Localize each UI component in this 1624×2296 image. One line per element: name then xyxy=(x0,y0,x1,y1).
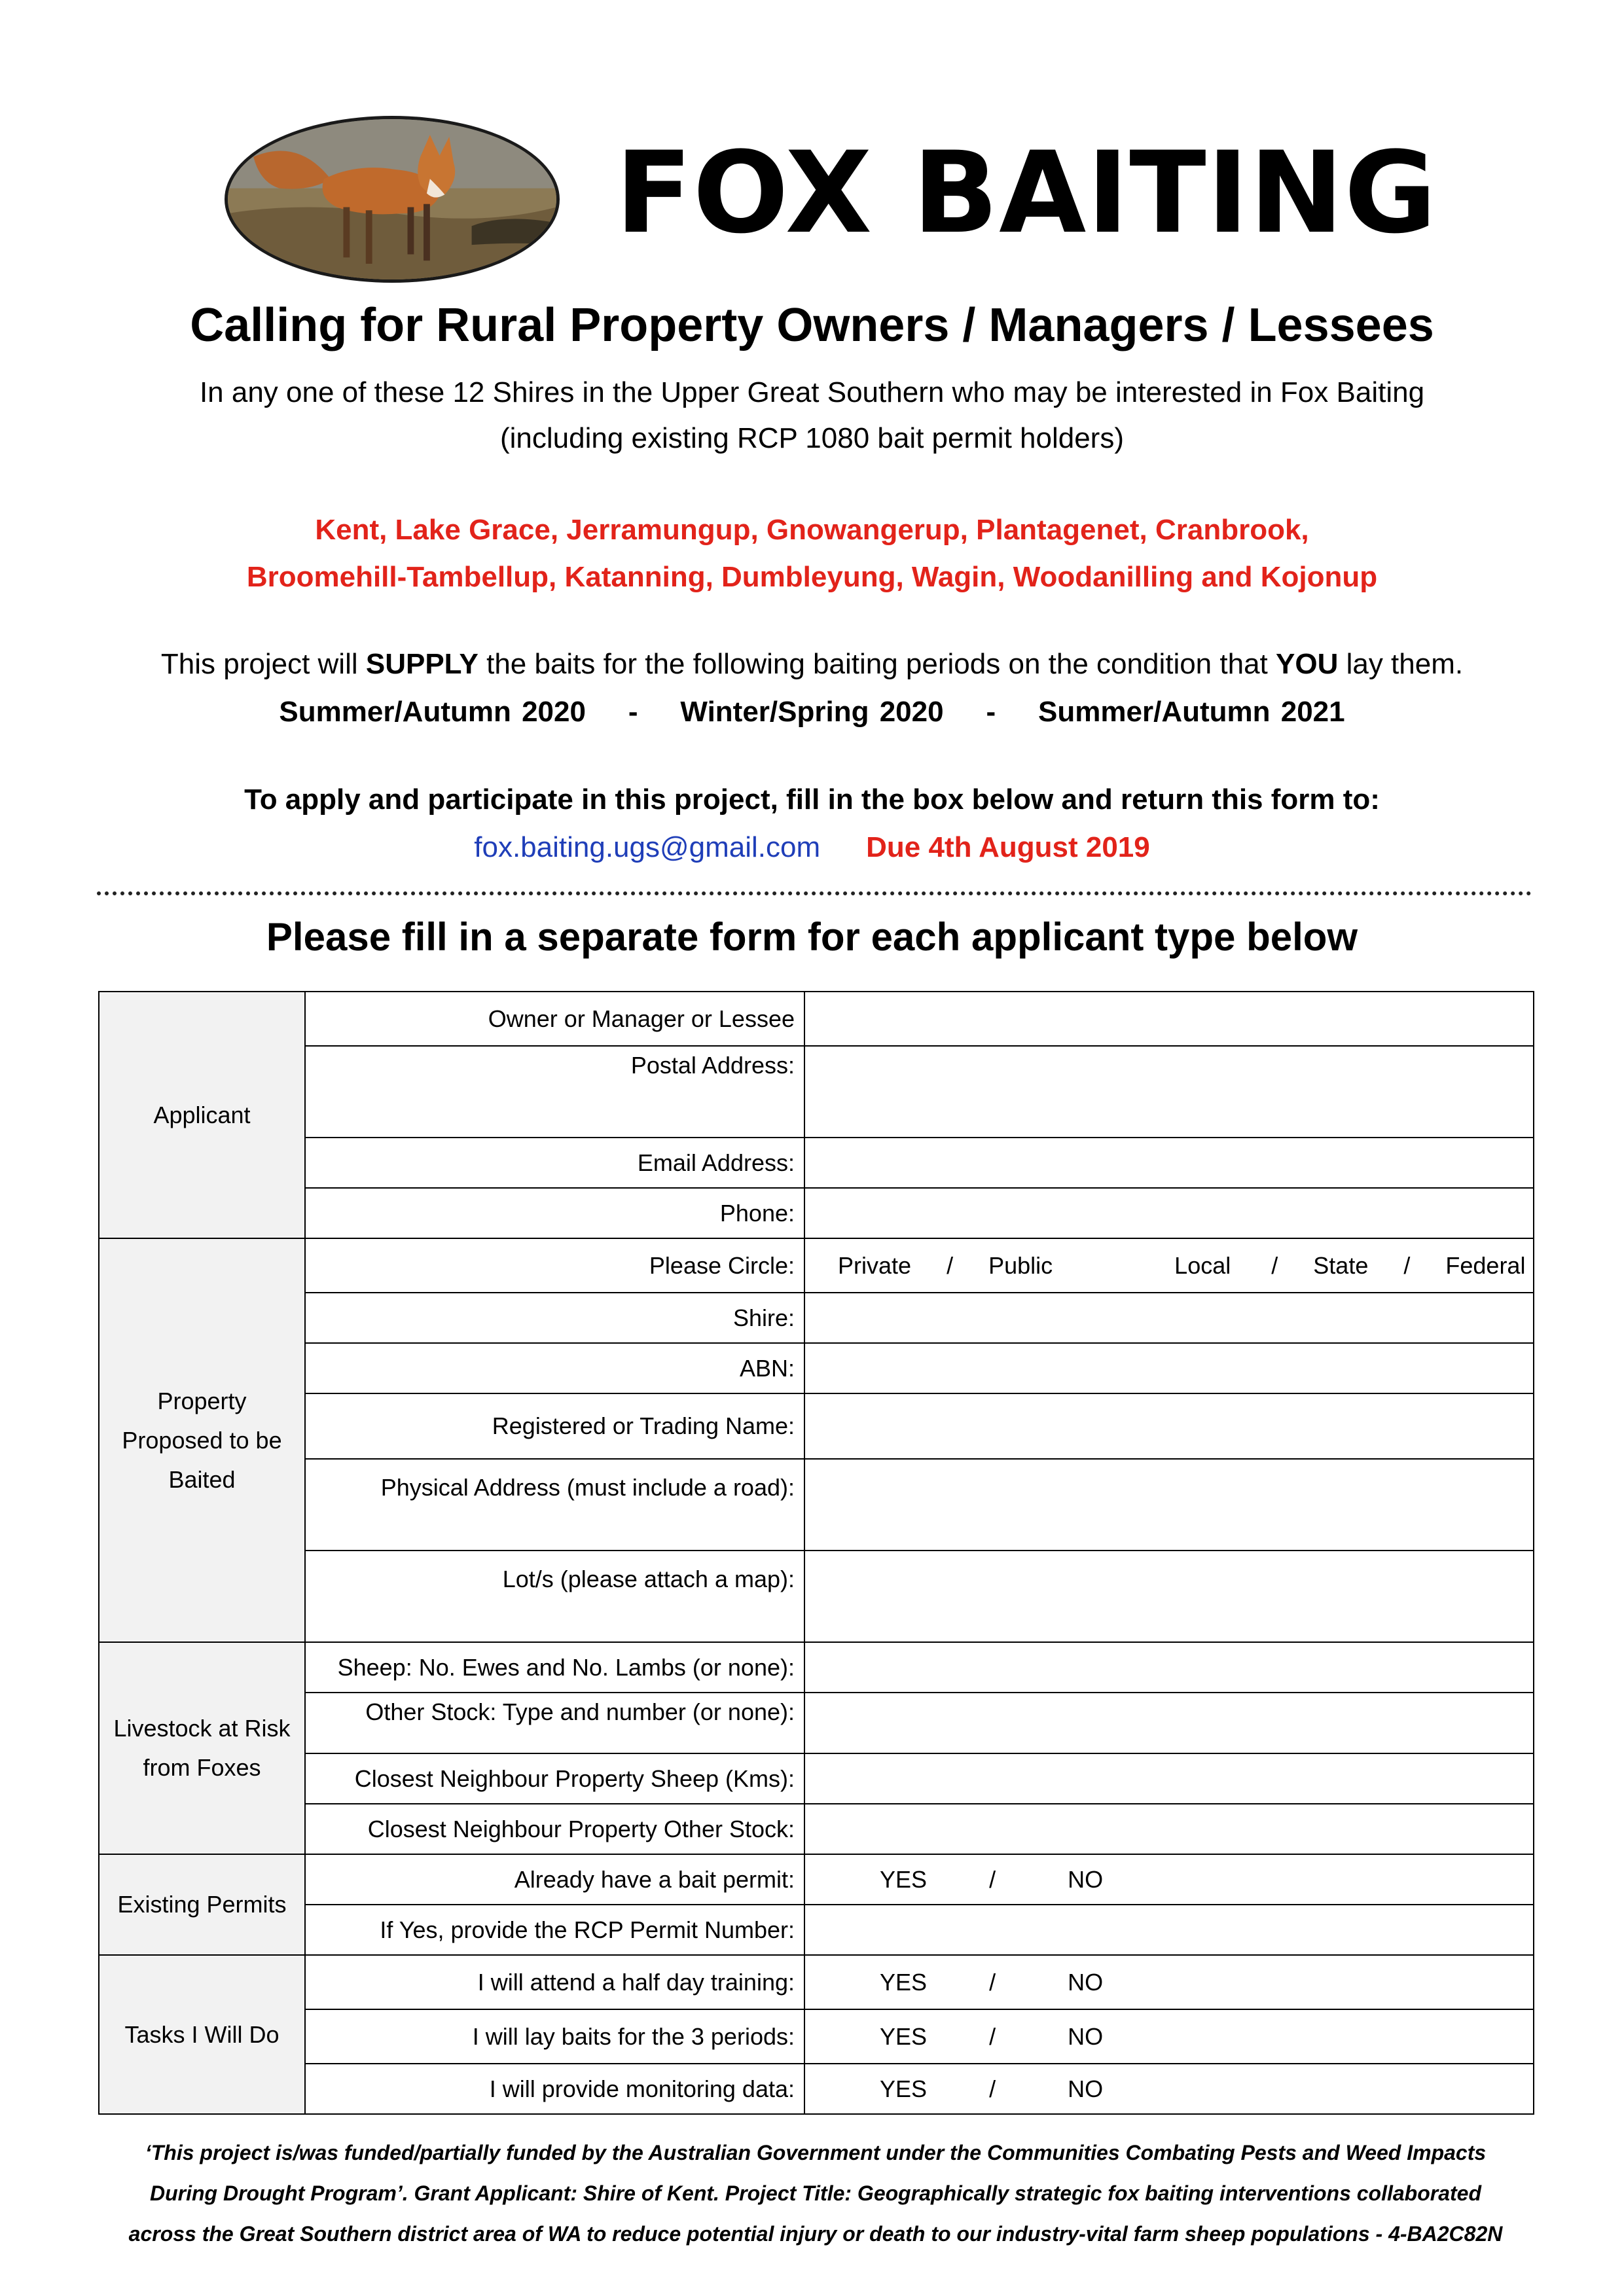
label-lay-baits: I will lay baits for the 3 periods: xyxy=(305,2009,804,2064)
group-livestock xyxy=(99,1642,305,1854)
lots-field[interactable] xyxy=(804,1551,1534,1642)
label-email-address: Email Address: xyxy=(305,1138,804,1188)
baiting-periods xyxy=(0,692,1624,732)
label-monitoring: I will provide monitoring data: xyxy=(305,2064,804,2114)
group-existing-permits: Existing Permits xyxy=(99,1854,305,1955)
label-have-permit: Already have a bait permit: xyxy=(305,1854,804,1905)
monitoring-options xyxy=(804,2064,1534,2114)
option-yes[interactable]: YES xyxy=(880,2022,928,2050)
trading-name-field[interactable] xyxy=(804,1393,1534,1459)
footnote-line-3: across the Great Southern district area of WA to reduce potential injury or death to our industry-vital farm sheep populations - 4-BA2C82N xyxy=(128,2222,1503,2246)
fox-illustration xyxy=(228,119,556,279)
option-slash: / xyxy=(1271,1251,1278,1279)
label-abn: ABN: xyxy=(305,1343,804,1393)
option-slash: / xyxy=(1403,1251,1411,1279)
contact-line xyxy=(0,828,1624,867)
other-stock-field[interactable] xyxy=(804,1693,1534,1753)
option-public[interactable]: Public xyxy=(988,1251,1053,1279)
option-private[interactable]: Private xyxy=(838,1251,912,1279)
application-form xyxy=(98,991,1534,2115)
label-trading-name: Registered or Trading Name: xyxy=(305,1393,804,1459)
label-training: I will attend a half day training: xyxy=(305,1955,804,2009)
option-yes[interactable]: YES xyxy=(880,1865,928,1893)
option-state[interactable]: State xyxy=(1313,1251,1369,1279)
label-neighbour-sheep: Closest Neighbour Property Sheep (Kms): xyxy=(305,1753,804,1804)
label-lots: Lot/s (please attach a map): xyxy=(305,1551,804,1642)
option-no[interactable]: NO xyxy=(1068,2075,1104,2102)
shires-line-2: Broomehill-Tambellup, Katanning, Dumbleyung, Wagin, Woodanilling and Kojonup xyxy=(246,561,1378,593)
ownership-type-options xyxy=(804,1238,1534,1293)
option-no[interactable]: NO xyxy=(1068,2022,1104,2050)
you-word: YOU xyxy=(1276,648,1339,680)
supply-word: SUPPLY xyxy=(365,648,478,680)
group-property xyxy=(99,1238,305,1642)
period-separator: - xyxy=(628,696,638,728)
label-sheep: Sheep: No. Ewes and No. Lambs (or none): xyxy=(305,1642,804,1693)
phone-field[interactable] xyxy=(804,1188,1534,1238)
option-local[interactable]: Local xyxy=(1174,1251,1231,1279)
group-livestock-line-2: from Foxes xyxy=(143,1754,261,1781)
lay-baits-options xyxy=(804,2009,1534,2064)
neighbour-other-stock-field[interactable] xyxy=(804,1804,1534,1854)
option-federal[interactable]: Federal xyxy=(1445,1251,1526,1279)
apply-instruction: To apply and participate in this project, fill in the box below and return this form to: xyxy=(244,783,1380,816)
option-slash: / xyxy=(989,1865,996,1893)
funding-footnote xyxy=(98,2132,1533,2254)
fox-photo xyxy=(225,116,560,283)
period-1: Summer/Autumn 2020 xyxy=(279,696,586,728)
group-tasks: Tasks I Will Do xyxy=(99,1955,305,2114)
label-neighbour-other-stock: Closest Neighbour Property Other Stock: xyxy=(305,1804,804,1854)
option-no[interactable]: NO xyxy=(1068,1865,1104,1893)
option-no[interactable]: NO xyxy=(1068,1968,1104,1996)
label-rcp-permit: If Yes, provide the RCP Permit Number: xyxy=(305,1905,804,1955)
group-applicant: Applicant xyxy=(99,992,305,1238)
sheep-field[interactable] xyxy=(804,1642,1534,1693)
supply-text-2: the baits for the following baiting periods on the condition that xyxy=(478,648,1276,680)
supply-statement xyxy=(0,645,1624,684)
option-slash: / xyxy=(989,2022,996,2050)
form-heading: Please fill in a separate form for each applicant type below xyxy=(266,915,1358,959)
have-permit-options xyxy=(804,1854,1534,1905)
label-physical-address: Physical Address (must include a road): xyxy=(305,1459,804,1551)
owner-field[interactable] xyxy=(804,992,1534,1046)
option-slash: / xyxy=(947,1251,954,1279)
training-options xyxy=(804,1955,1534,2009)
intro-line-1: In any one of these 12 Shires in the Upper Great Southern who may be interested in Fox Baiting xyxy=(199,376,1425,408)
rcp-permit-field[interactable] xyxy=(804,1905,1534,1955)
shire-field[interactable] xyxy=(804,1293,1534,1343)
period-2: Winter/Spring 2020 xyxy=(680,696,944,728)
postal-address-field[interactable] xyxy=(804,1046,1534,1138)
supply-text-1: This project will xyxy=(160,648,366,680)
group-property-line-2: Proposed to be xyxy=(122,1426,282,1454)
neighbour-sheep-field[interactable] xyxy=(804,1753,1534,1804)
option-slash: / xyxy=(989,2075,996,2102)
group-property-line-1: Property xyxy=(157,1387,247,1414)
label-shire: Shire: xyxy=(305,1293,804,1343)
option-slash: / xyxy=(989,1968,996,1996)
period-separator: - xyxy=(986,696,996,728)
group-livestock-line-1: Livestock at Risk xyxy=(113,1715,291,1742)
abn-field[interactable] xyxy=(804,1343,1534,1393)
intro-line-2: (including existing RCP 1080 bait permit holders) xyxy=(499,422,1124,454)
footnote-line-1: ‘This project is/was funded/partially funded by the Australian Government under the Communities Combating Pests and Weed Impacts xyxy=(145,2141,1487,2164)
contact-email-link[interactable]: fox.baiting.ugs@gmail.com xyxy=(474,831,821,863)
option-yes[interactable]: YES xyxy=(880,1968,928,1996)
dotted-divider xyxy=(97,891,1532,895)
physical-address-field[interactable] xyxy=(804,1459,1534,1551)
shires-line-1: Kent, Lake Grace, Jerramungup, Gnowangerup, Plantagenet, Cranbrook, xyxy=(315,514,1309,546)
label-postal-address: Postal Address: xyxy=(305,1046,804,1138)
footnote-line-2: During Drought Program’. Grant Applicant: Shire of Kent. Project Title: Geographically strategic fox baiting interventions collaborated xyxy=(149,2181,1482,2205)
label-please-circle: Please Circle: xyxy=(305,1238,804,1293)
page-title: FOX BAITING xyxy=(615,127,1437,259)
group-property-line-3: Baited xyxy=(168,1465,236,1493)
period-3: Summer/Autumn 2021 xyxy=(1038,696,1345,728)
label-phone: Phone: xyxy=(305,1188,804,1238)
page-subtitle: Calling for Rural Property Owners / Managers / Lessees xyxy=(190,299,1434,351)
label-owner: Owner or Manager or Lessee xyxy=(305,992,804,1046)
option-yes[interactable]: YES xyxy=(880,2075,928,2102)
supply-text-3: lay them. xyxy=(1338,648,1464,680)
due-date: Due 4th August 2019 xyxy=(866,831,1150,863)
label-other-stock: Other Stock: Type and number (or none): xyxy=(305,1693,804,1753)
email-address-field[interactable] xyxy=(804,1138,1534,1188)
